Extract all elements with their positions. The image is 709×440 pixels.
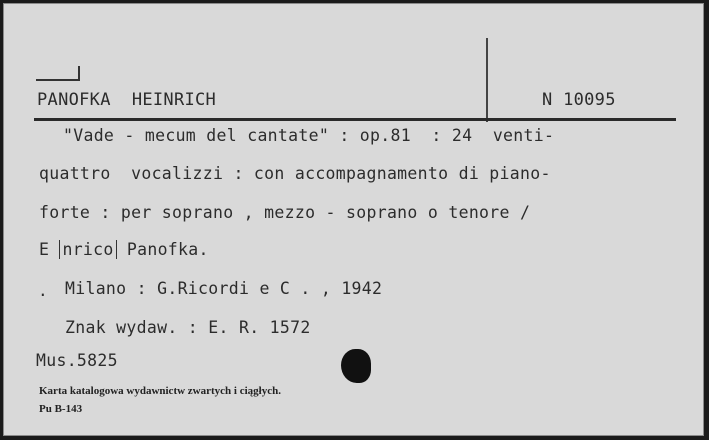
header-rule — [34, 118, 676, 121]
card-footer-code: Pu B-143 — [39, 403, 83, 415]
publisher-number-line: Znak wydaw. : E. R. 1572 — [65, 318, 311, 337]
title-line-2: quattro vocalizzi : con accompagnamento di piano- — [39, 164, 551, 183]
card-footer-title: Karta katalogowa wydawnictw zwartych i ciągłych. — [39, 385, 281, 397]
title-line-3: forte : per soprano , mezzo - soprano o tenore / — [39, 203, 531, 222]
name-surname: Panofka. — [126, 240, 209, 259]
name-initial: E — [39, 240, 50, 259]
shelf-mark: Mus.5825 — [36, 351, 118, 370]
corner-mark-horizontal — [36, 79, 80, 81]
responsibility-line — [39, 240, 209, 259]
corner-mark-vertical — [78, 66, 80, 80]
imprint-line: Milano : G.Ricordi e C . , 1942 — [65, 279, 383, 298]
call-number: N 10095 — [542, 90, 616, 110]
title-line-1: "Vade - mecum del cantate" : op.81 : 24 venti- — [63, 126, 555, 145]
name-bracketed: nrico — [59, 240, 116, 259]
header-divider-vertical — [486, 38, 488, 122]
ink-blot — [341, 349, 371, 383]
leading-dot: . — [38, 281, 48, 300]
author-heading: PANOFKA HEINRICH — [37, 90, 217, 110]
catalog-card — [3, 3, 704, 436]
